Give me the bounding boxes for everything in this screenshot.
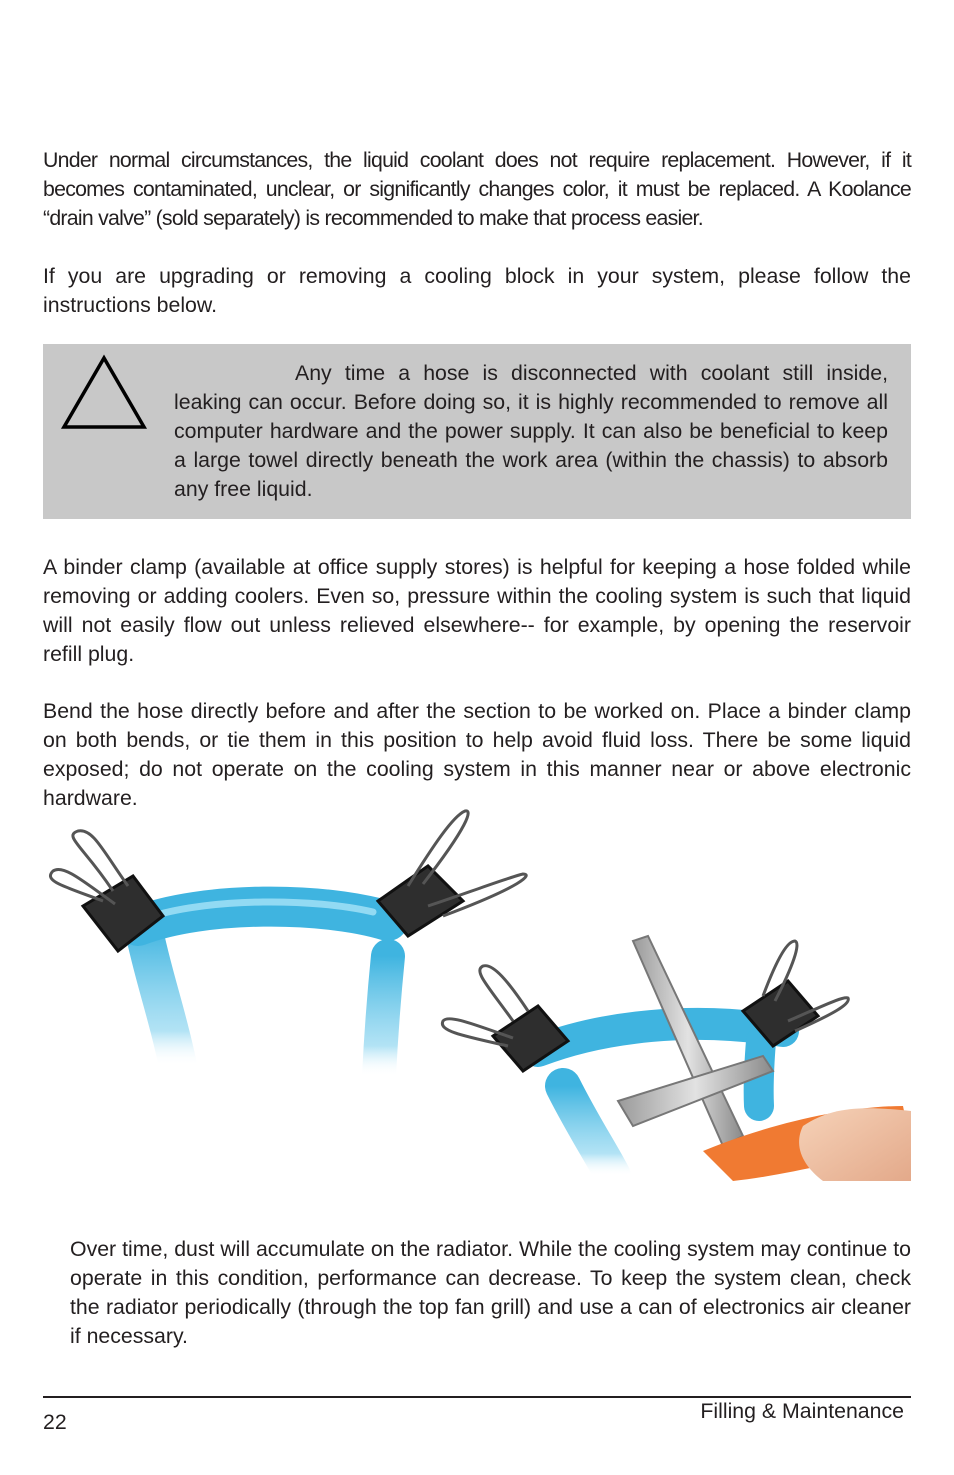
binder-clamp-paragraph: A binder clamp (available at office supply stores) is helpful for keeping a hose folded while removing or adding coolers. Even so, pressure within the cooling system is such that liquid will not easily flow out unless relieved elsewhere-- for example, by opening the reservoir refill plug. (43, 555, 911, 666)
warning-triangle-icon (59, 352, 149, 432)
hose-clamp-photo (43, 806, 911, 1181)
hose-left-vertical-a (143, 926, 178, 1066)
page-number: 22 (43, 1410, 67, 1434)
binder-clamp-right-a (442, 966, 568, 1071)
hose-right-left-leg (563, 1086, 613, 1176)
section-name: Filling & Maintenance (700, 1399, 904, 1423)
upgrade-intro-paragraph: If you are upgrading or removing a cooling block in your system, please follow the instructions below. (43, 264, 911, 317)
bend-hose-paragraph: Bend the hose directly before and after the section to be worked on. Place a binder clamp on both bends, or tie them in this position to help avoid fluid loss. There be some liquid exposed; do not operate on the cooling system in this manner near or above electronic hardware. (43, 699, 911, 810)
dust-paragraph: Over time, dust will accumulate on the radiator. While the cooling system may continue to operate in this condition, performance can decrease. To keep the system clean, check the radiator periodically (through the top fan grill) and use a can of electronics air cleaner if necessary. (70, 1237, 911, 1348)
hose-left-vertical-b (379, 956, 388, 1076)
coolant-replacement-paragraph: Under normal circumstances, the liquid coolant does not require replacement. However, if it becomes contaminated, unclear, or significantly changes color, it must be replaced. A Koolance “drain valve” (sold separately) is recommended to make that process easier. (43, 148, 911, 230)
hand (799, 1108, 911, 1181)
caution-text: Any time a hose is disconnected with coolant still inside, leaking can occur. Before doing so, it is highly recommended to remove all computer hardware and the power supply. It can also be beneficial to keep a large towel directly beneath the work area (within the chassis) to absorb any free liquid. (174, 361, 888, 501)
binder-clamp-center (378, 811, 526, 936)
caution-box (43, 344, 911, 519)
binder-clamp-right-b (743, 941, 848, 1046)
